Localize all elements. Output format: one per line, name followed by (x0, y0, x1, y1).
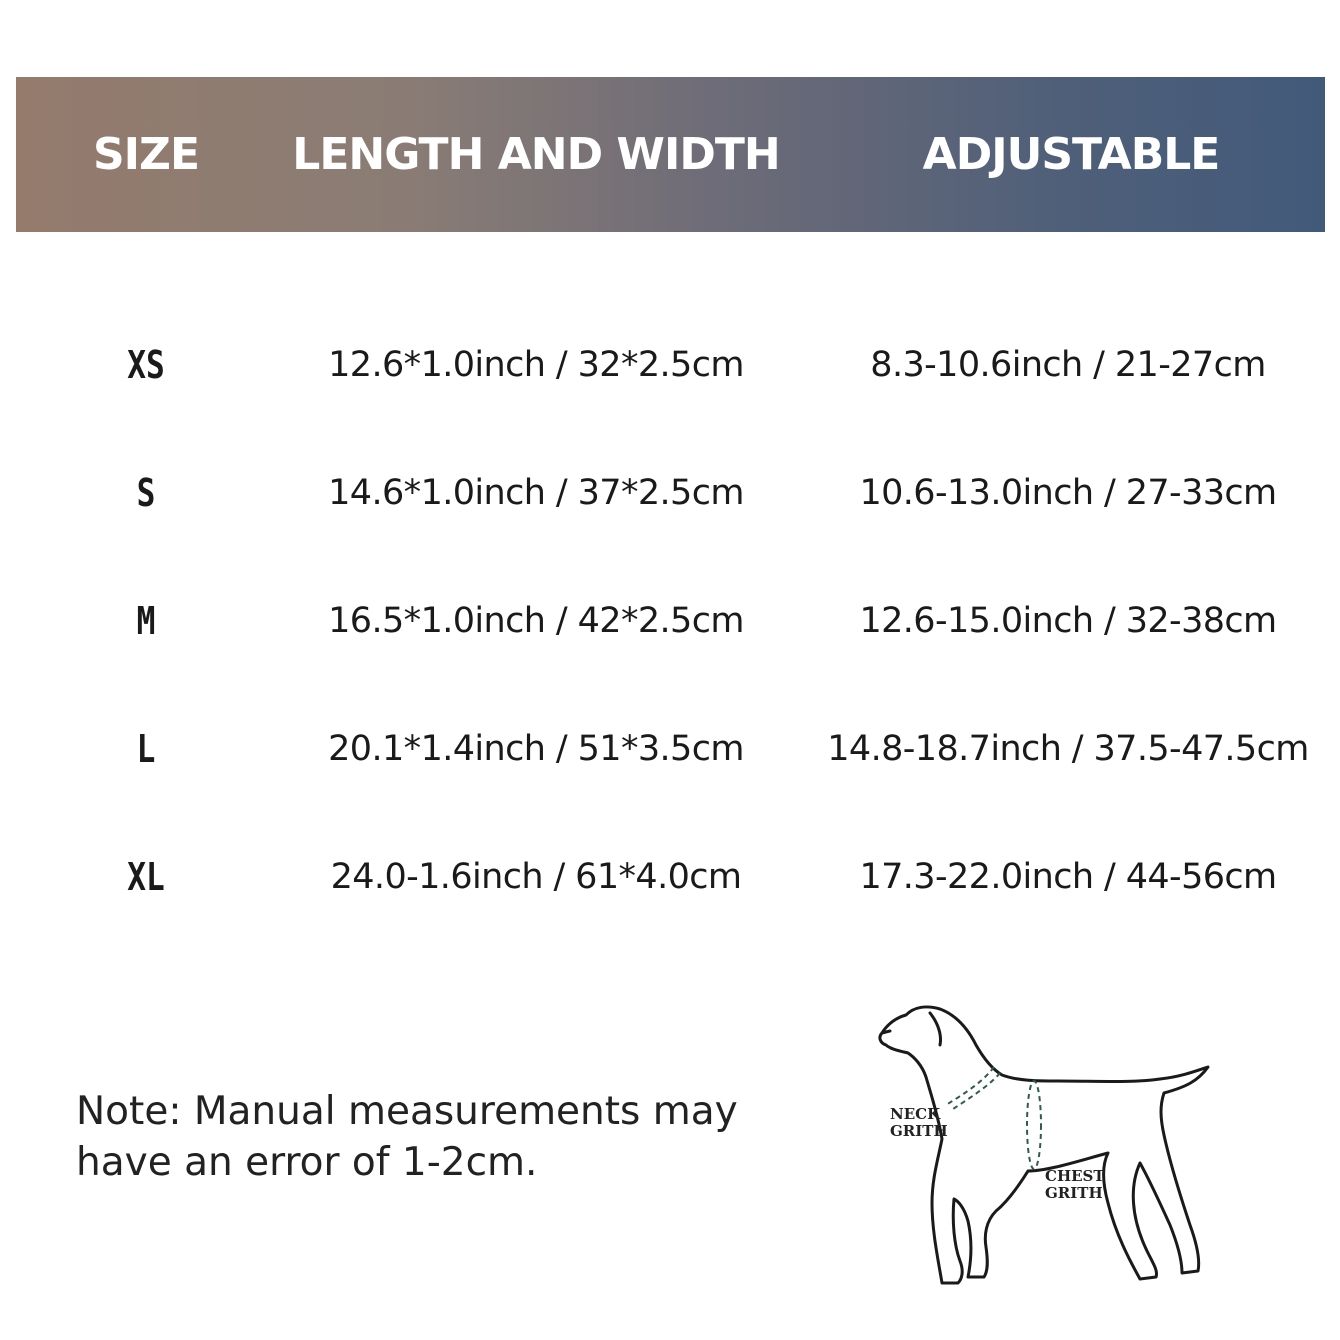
size-cell: M (136, 599, 156, 643)
table-row (0, 586, 1340, 656)
header-size: SIZE (92, 129, 200, 180)
measurement-note (76, 1086, 796, 1188)
size-cell: S (136, 471, 156, 515)
neck-label-1: NECK (890, 1105, 941, 1123)
length-width-cell: 12.6*1.0inch / 32*2.5cm (328, 345, 744, 385)
adjustable-cell: 14.8-18.7inch / 37.5-47.5cm (827, 729, 1309, 769)
size-cell: L (136, 727, 156, 771)
neck-girth-marker (946, 1067, 1000, 1111)
chest-girth-marker (1027, 1081, 1041, 1169)
adjustable-cell: 12.6-15.0inch / 32-38cm (859, 601, 1277, 641)
header-adjustable: ADJUSTABLE (922, 129, 1220, 180)
table-row (0, 842, 1340, 912)
table-header (16, 77, 1325, 232)
chest-label-2: GRITH (1045, 1184, 1103, 1202)
neck-label-2: GRITH (890, 1122, 948, 1140)
table-row (0, 458, 1340, 528)
chest-label-1: CHEST (1045, 1167, 1105, 1185)
dog-outline-icon (880, 1007, 1208, 1283)
adjustable-cell: 8.3-10.6inch / 21-27cm (870, 345, 1266, 385)
size-cell: XS (127, 343, 165, 387)
length-width-cell: 24.0-1.6inch / 61*4.0cm (330, 857, 742, 897)
table-row (0, 714, 1340, 784)
length-width-cell: 16.5*1.0inch / 42*2.5cm (328, 601, 744, 641)
header-length-width: LENGTH AND WIDTH (292, 129, 780, 180)
table-row (0, 330, 1340, 400)
note-line-2: have an error of 1-2cm. (76, 1140, 538, 1185)
adjustable-cell: 17.3-22.0inch / 44-56cm (859, 857, 1277, 897)
length-width-cell: 14.6*1.0inch / 37*2.5cm (328, 473, 744, 513)
adjustable-cell: 10.6-13.0inch / 27-33cm (859, 473, 1277, 513)
dog-measurement-diagram (868, 995, 1228, 1295)
length-width-cell: 20.1*1.4inch / 51*3.5cm (328, 729, 744, 769)
size-cell: XL (127, 855, 165, 899)
note-line-1: Note: Manual measurements may (76, 1089, 738, 1134)
